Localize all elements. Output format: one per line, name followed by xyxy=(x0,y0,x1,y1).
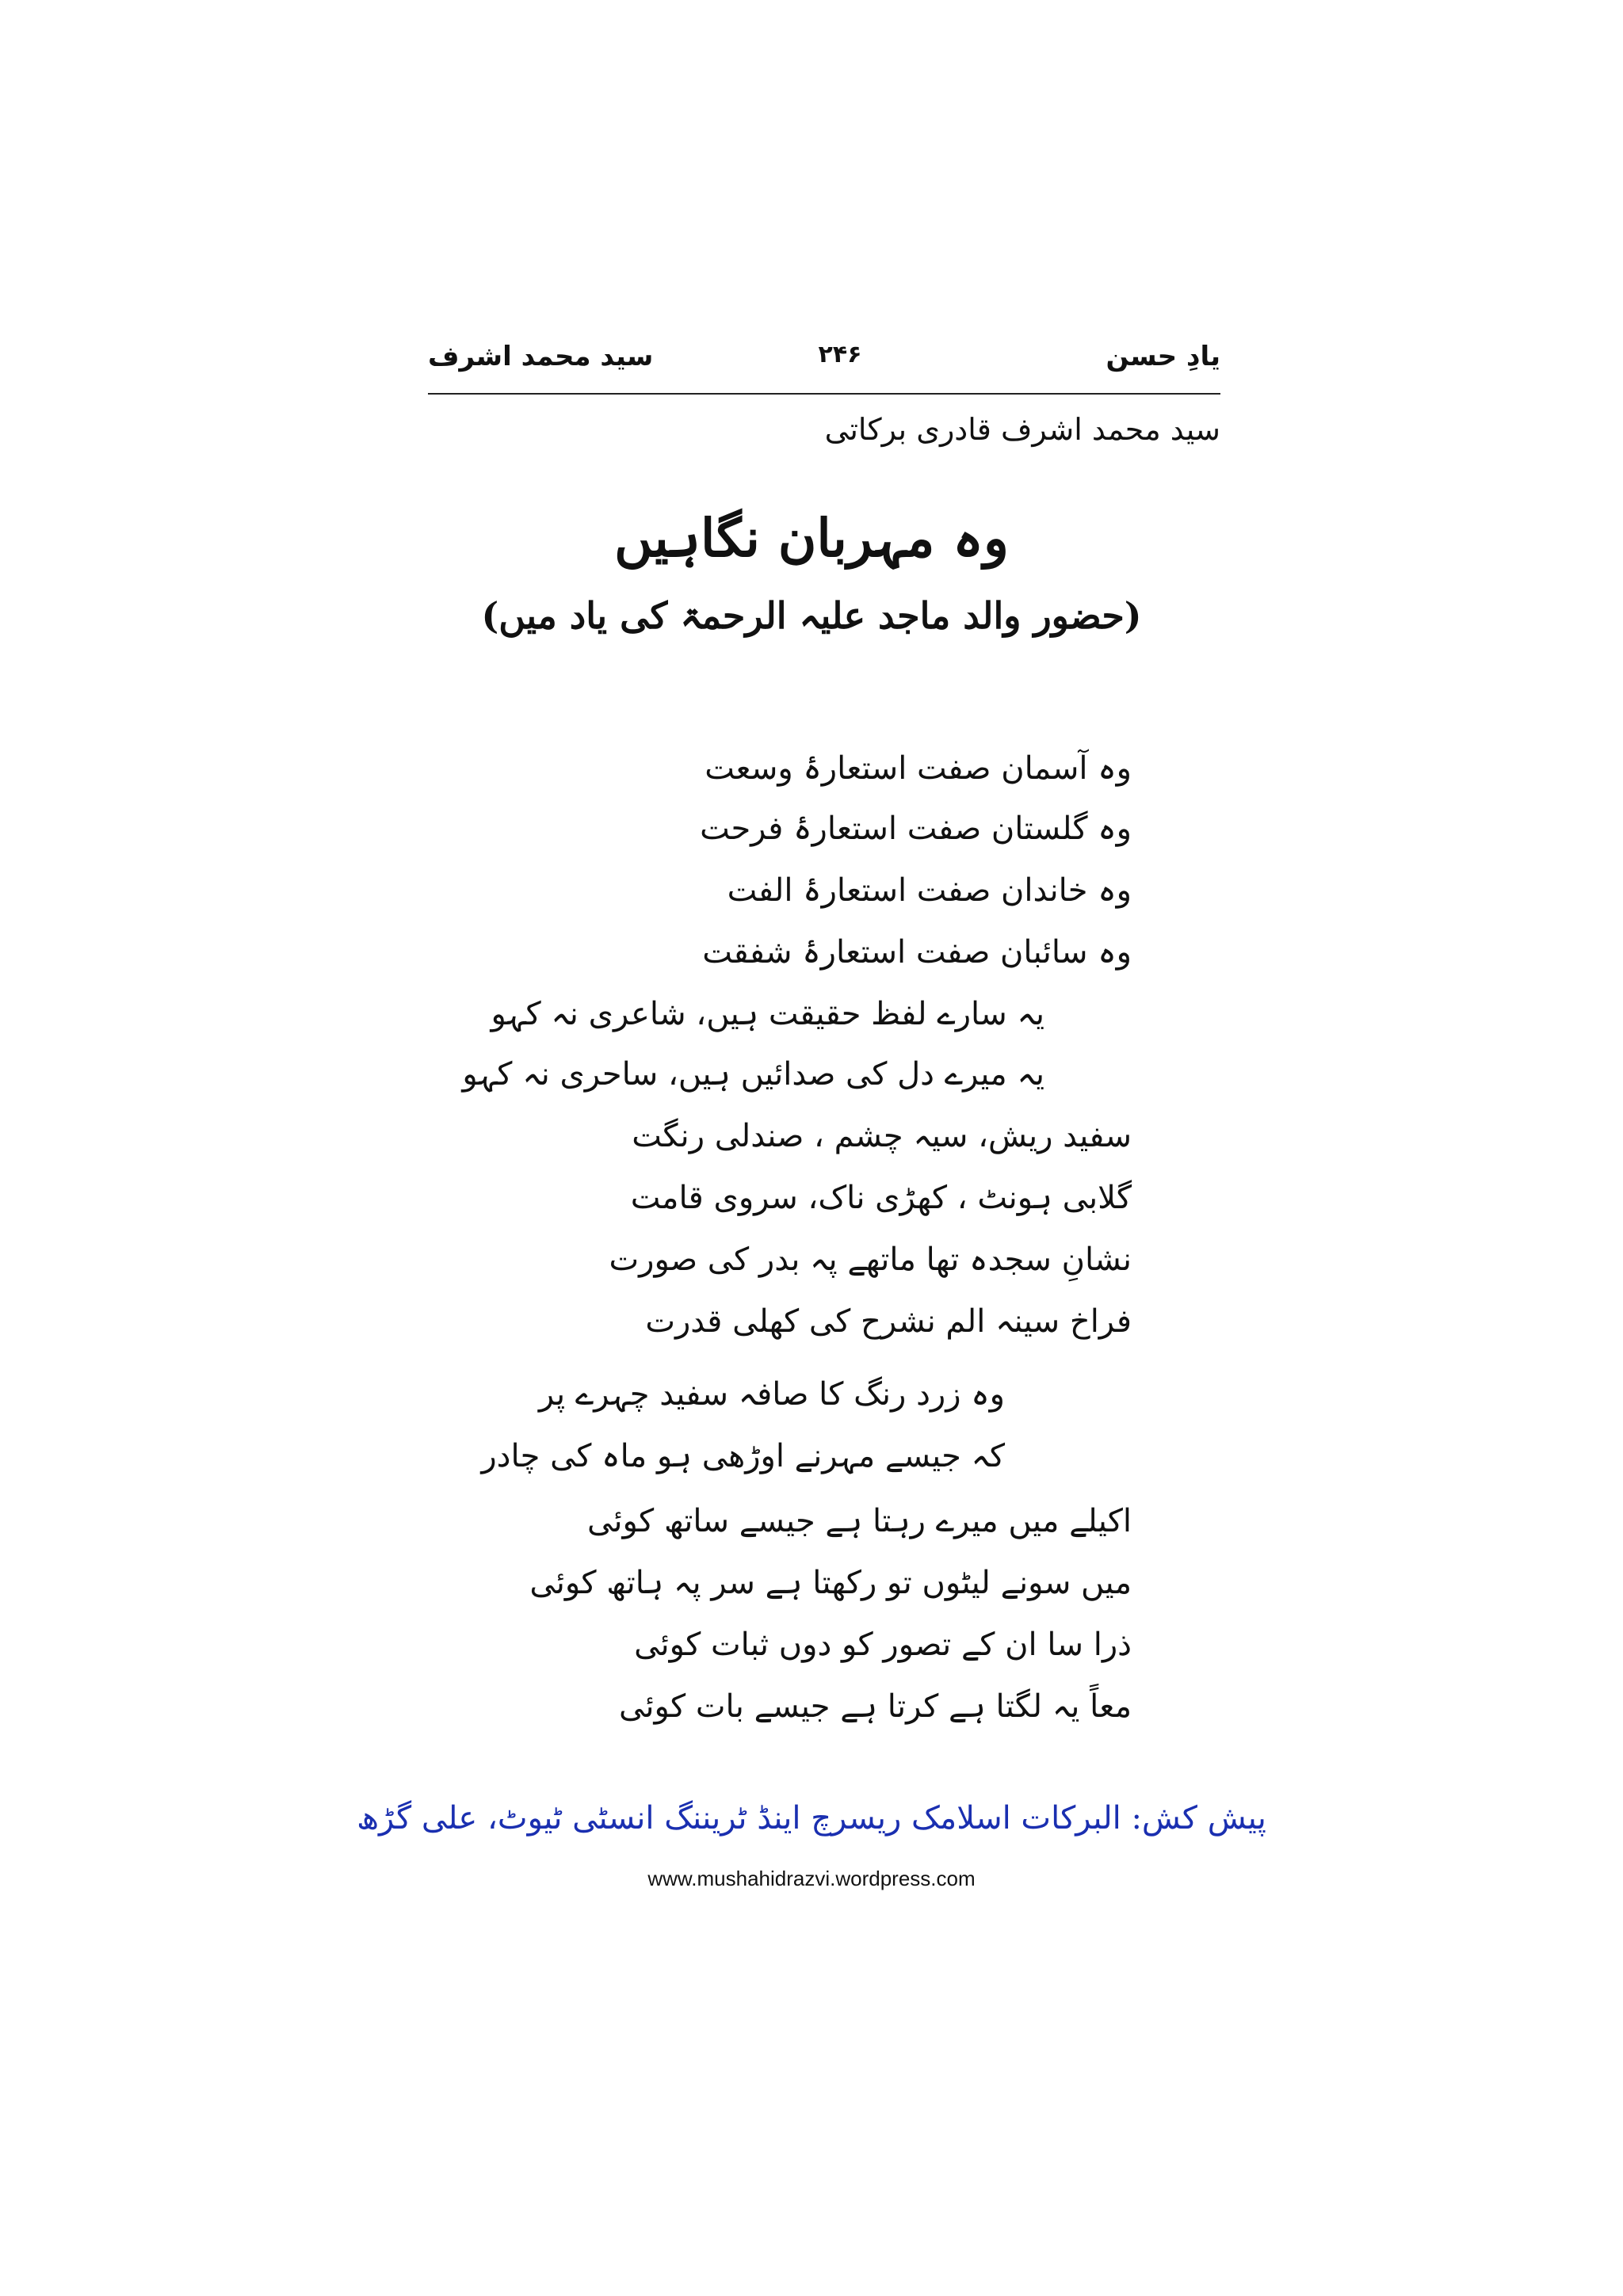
website-url[interactable]: www.mushahidrazvi.wordpress.com xyxy=(647,1867,976,1890)
poem-line: وہ زرد رنگ کا صافہ سفید چہرے پر xyxy=(538,1376,1005,1413)
poem-line: وہ سائبان صفت استعارۂ شفقت xyxy=(702,934,1132,971)
poem-line: وہ گلستان صفت استعارۂ فرحت xyxy=(700,810,1132,847)
poem-line: نشانِ سجدہ تھا ماتھے پہ بدر کی صورت xyxy=(609,1241,1132,1278)
header-book-title: یادِ حسن xyxy=(1106,341,1220,372)
header-author-name: سید محمد اشرف xyxy=(428,341,654,372)
poem-line: فراخ سینہ الم نشرح کی کھلی قدرت xyxy=(645,1303,1132,1340)
poem-line: یہ سارے لفظ حقیقت ہیں، شاعری نہ کہو xyxy=(491,996,1044,1032)
poem-line: میں سونے لیٹوں تو رکھتا ہے سر پہ ہاتھ کوئی xyxy=(529,1565,1132,1601)
presenter-credit: پیش کش: البرکات اسلامک ریسرچ اینڈ ٹریننگ انسٹی ٹیوٹ، علی گڑھ xyxy=(357,1800,1266,1836)
poem-title: وہ مہربان نگاہیں xyxy=(614,507,1009,569)
poem-line: سفید ریش، سیہ چشم ، صندلی رنگت xyxy=(632,1118,1132,1154)
poem-author: سید محمد اشرف قادری برکاتی xyxy=(824,412,1220,447)
page-number: ۲۴۶ xyxy=(818,341,862,368)
poem-line: گلابی ہونٹ ، کھڑی ناک، سروی قامت xyxy=(630,1180,1132,1216)
poem-subtitle: (حضور والد ماجد علیہ الرحمۃ کی یاد میں) xyxy=(481,594,1142,637)
poem-line: وہ آسمان صفت استعارۂ وسعت xyxy=(705,750,1132,787)
poem-line: اکیلے میں میرے رہتا ہے جیسے ساتھ کوئی xyxy=(587,1503,1132,1539)
poem-line: وہ خاندان صفت استعارۂ الفت xyxy=(727,872,1132,909)
poem-line: ذرا سا ان کے تصور کو دوں ثبات کوئی xyxy=(634,1627,1132,1663)
poem-line: کہ جیسے مہرنے اوڑھی ہو ماہ کی چادر xyxy=(481,1438,1005,1474)
poem-line: یہ میرے دل کی صدائیں ہیں، ساحری نہ کہو xyxy=(462,1056,1044,1093)
poem-line: معاً یہ لگتا ہے کرتا ہے جیسے بات کوئی xyxy=(619,1688,1132,1725)
